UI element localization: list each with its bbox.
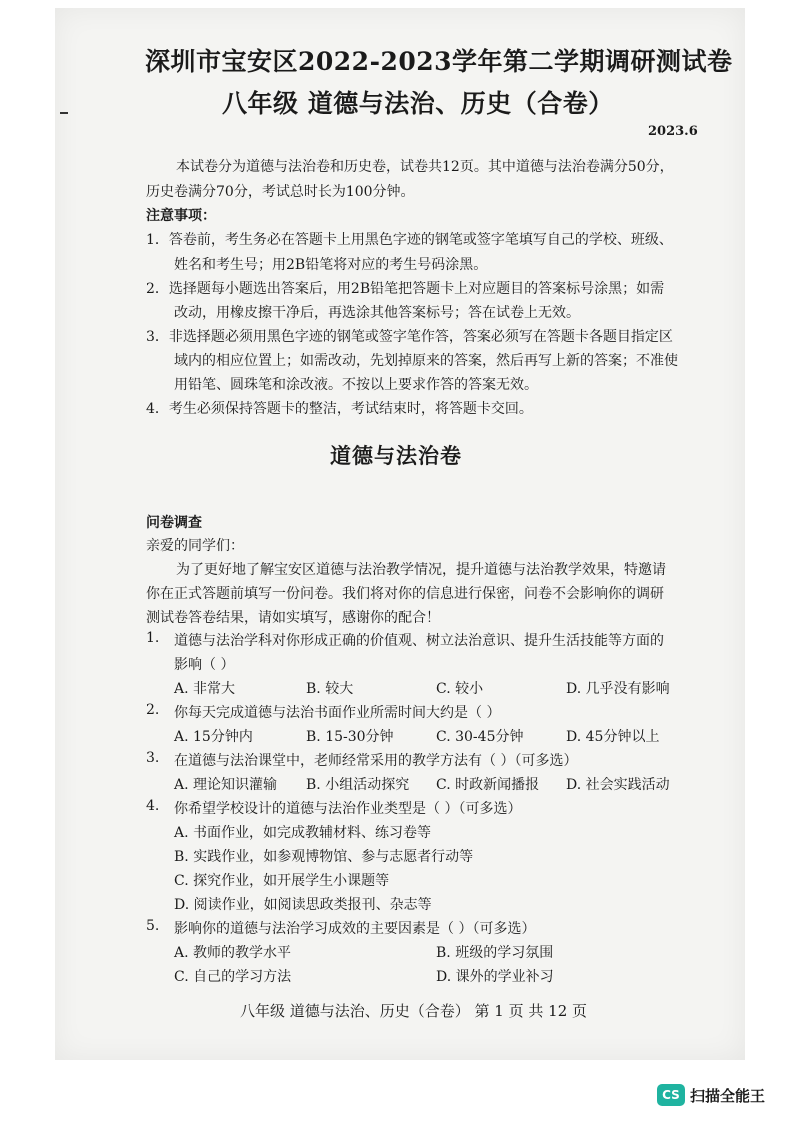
camscanner-logo-icon: CS: [657, 1084, 685, 1106]
survey-intro-line: 为了更好地了解宝安区道德与法治教学情况，提升道德与法治教学效果，特邀请: [176, 562, 666, 578]
option-b: B. 班级的学习氛围: [436, 945, 554, 961]
page-footer: 八年级 道德与法治、历史（合卷） 第 1 页 共 12 页: [240, 1002, 588, 1020]
exam-title: 深圳市宝安区2022-2023学年第二学期调研测试卷: [145, 47, 733, 76]
survey-greeting: 亲爱的同学们：: [146, 538, 244, 554]
camscanner-watermark: 扫描全能王: [690, 1087, 766, 1105]
option-d: D. 45分钟以上: [566, 729, 660, 745]
option-c: C. 30-45分钟: [436, 729, 524, 745]
notes-line: 改动，用橡皮擦干净后，再选涂其他答案标号；答在试卷上无效。: [174, 305, 580, 321]
option-d: D. 社会实践活动: [566, 777, 670, 793]
option-a: A. 15分钟内: [174, 729, 253, 745]
option-c: C. 探究作业，如开展学生小课题等: [174, 873, 390, 889]
section-title: 道德与法治卷: [330, 443, 462, 468]
notes-line: 姓名和考生号；用2B铅笔将对应的考生号码涂黑。: [174, 257, 488, 273]
exam-date: 2023.6: [648, 124, 698, 139]
question-stem: 影响（ ）: [174, 657, 235, 673]
question-stem: 你希望学校设计的道德与法治作业类型是（ ）（可多选）: [174, 801, 522, 817]
option-a: A. 教师的教学水平: [174, 945, 292, 961]
question-number: 3.: [146, 750, 160, 766]
survey-intro-line: 测试卷答卷结果，请如实填写，感谢你的配合！: [146, 610, 440, 626]
option-c: C. 较小: [436, 681, 484, 697]
intro-line-2: 历史卷满分70分，考试总时长为100分钟。: [146, 184, 415, 200]
notes-line: 3．非选择题必须用黑色字迹的钢笔或签字笔作答，答案必须写在答题卡各题目指定区: [146, 329, 673, 345]
question-number: 5.: [146, 918, 160, 934]
notes-line: 域内的相应位置上；如需改动，先划掉原来的答案，然后再写上新的答案；不准使: [174, 353, 678, 369]
option-d: D. 课外的学业补习: [436, 969, 554, 985]
option-d: D. 几乎没有影响: [566, 681, 670, 697]
option-d: D. 阅读作业，如阅读思政类报刊、杂志等: [174, 897, 432, 913]
question-stem: 道德与法治学科对你形成正确的价值观、树立法治意识、提升生活技能等方面的: [174, 633, 664, 649]
notes-line: 1．答卷前，考生务必在答题卡上用黑色字迹的钢笔或签字笔填写自己的学校、班级、: [146, 232, 673, 248]
survey-heading: 问卷调查: [146, 515, 202, 531]
intro-line-1: 本试卷分为道德与法治卷和历史卷，试卷共12页。其中道德与法治卷满分50分，: [176, 159, 674, 175]
option-b: B. 小组活动探究: [306, 777, 410, 793]
option-b: B. 实践作业，如参观博物馆、参与志愿者行动等: [174, 849, 474, 865]
question-number: 1.: [146, 630, 160, 646]
notes-heading: 注意事项：: [146, 208, 216, 224]
notes-line: 用铅笔、圆珠笔和涂改液。不按以上要求作答的答案无效。: [174, 377, 538, 393]
option-a: A. 非常大: [174, 681, 236, 697]
option-b: B. 15-30分钟: [306, 729, 394, 745]
question-stem: 在道德与法治课堂中，老师经常采用的教学方法有（ ）（可多选）: [174, 753, 578, 769]
question-number: 4.: [146, 798, 160, 814]
survey-intro-line: 你在正式答题前填写一份问卷。我们将对你的信息进行保密，问卷不会影响你的调研: [146, 586, 664, 602]
option-c: C. 自己的学习方法: [174, 969, 292, 985]
notes-line: 2．选择题每小题选出答案后，用2B铅笔把答题卡上对应题目的答案标号涂黑；如需: [146, 281, 665, 297]
option-a: A. 理论知识灌输: [174, 777, 278, 793]
option-b: B. 较大: [306, 681, 354, 697]
question-stem: 你每天完成道德与法治书面作业所需时间大约是（ ）: [174, 705, 501, 721]
option-a: A. 书面作业，如完成教辅材料、练习卷等: [174, 825, 432, 841]
margin-mark: [60, 112, 68, 114]
option-c: C. 时政新闻播报: [436, 777, 540, 793]
question-stem: 影响你的道德与法治学习成效的主要因素是（ ）（可多选）: [174, 921, 536, 937]
exam-subtitle: 八年级 道德与法治、历史（合卷）: [222, 89, 614, 118]
question-number: 2.: [146, 702, 160, 718]
notes-line: 4．考生必须保持答题卡的整洁，考试结束时，将答题卡交回。: [146, 401, 533, 417]
